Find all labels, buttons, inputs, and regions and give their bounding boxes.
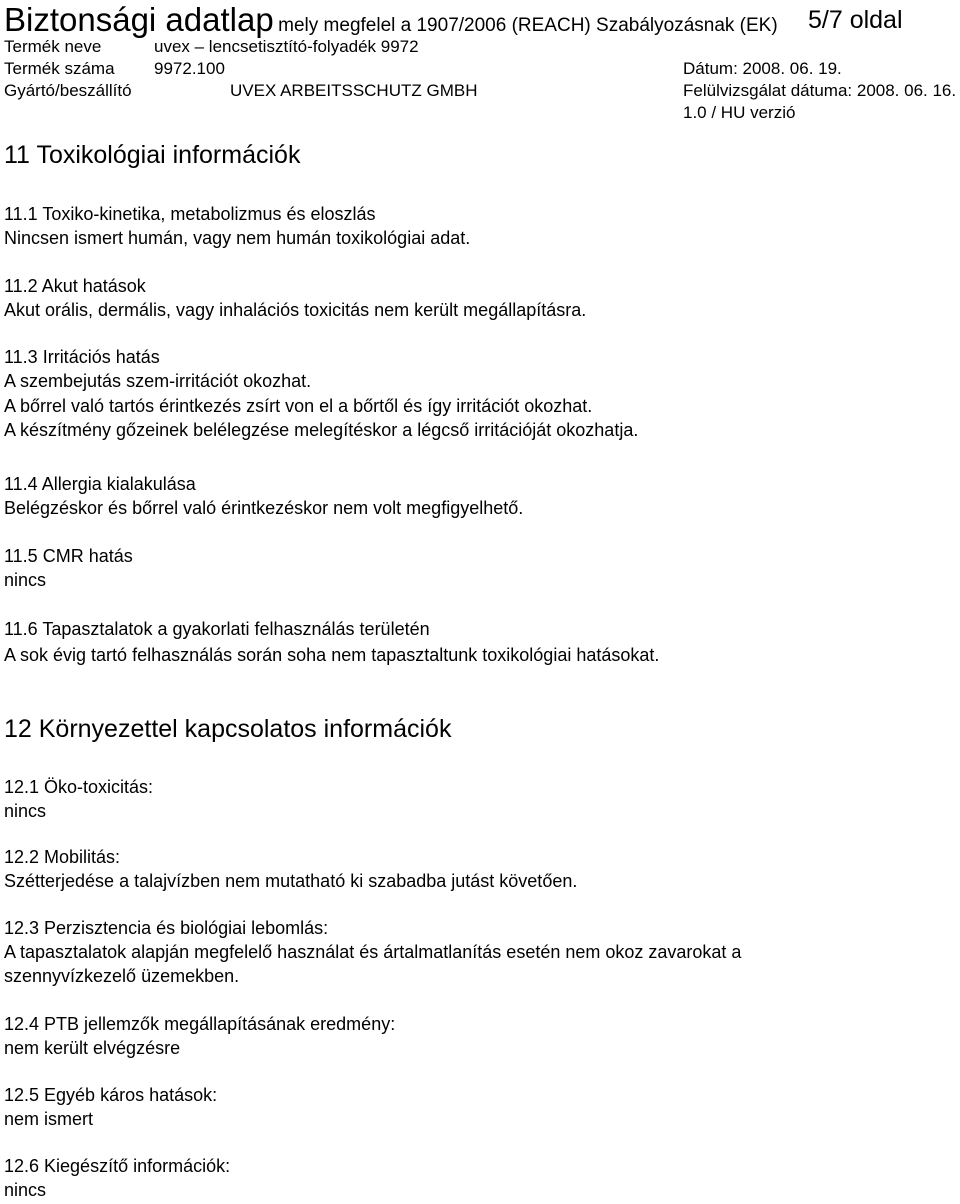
product-number: 9972.100	[154, 59, 225, 78]
subsection-11-6-title: 11.6 Tapasztalatok a gyakorlati felhasználás területén	[4, 619, 430, 639]
subsection-12-2-text: Szétterjedése a talajvízben nem mutatható ki szabadba jutást követően.	[4, 871, 578, 891]
subsection-11-4-text: Belégzéskor és bőrrel való érintkezéskor nem volt megfigyelhető.	[4, 498, 524, 518]
document-subtitle: mely megfelel a 1907/2006 (REACH) Szabályozásnak (EK)	[278, 15, 778, 36]
subsection-11-5-text: nincs	[4, 570, 47, 590]
issue-date: Dátum: 2008. 06. 19.	[683, 59, 842, 78]
subsection-11-2-text: Akut orális, dermális, vagy inhalációs toxicitás nem került megállapításra.	[4, 300, 587, 320]
subsection-12-3-line-1: A tapasztalatok alapján megfelelő használat és ártalmatlanítás esetén nem okoz zavarokat a	[4, 942, 742, 962]
document-title: Biztonsági adatlap	[4, 1, 274, 38]
manufacturer: UVEX ARBEITSSCHUTZ GMBH	[230, 81, 478, 100]
product-name-label: Termék neve	[4, 37, 102, 56]
subsection-11-3-line-1: A szembejutás szem-irritációt okozhat.	[4, 371, 312, 391]
section-11-heading: 11 Toxikológiai információk	[4, 141, 301, 169]
review-date: Felülvizsgálat dátuma: 2008. 06. 16.	[683, 81, 957, 100]
document-title-line	[4, 2, 778, 38]
subsection-12-6-title: 12.6 Kiegészítő információk:	[4, 1156, 231, 1176]
subsection-11-1-text: Nincsen ismert humán, vagy nem humán toxikológiai adat.	[4, 228, 471, 248]
section-12-heading: 12 Környezettel kapcsolatos információk	[4, 715, 452, 743]
subsection-11-5-title: 11.5 CMR hatás	[4, 546, 133, 566]
subsection-12-3-title: 12.3 Perzisztencia és biológiai lebomlás:	[4, 918, 329, 938]
subsection-11-6-text: A sok évig tartó felhasználás során soha nem tapasztaltunk toxikológiai hatásokat.	[4, 645, 660, 665]
subsection-12-1-title: 12.1 Öko-toxicitás:	[4, 777, 154, 797]
product-name: uvex – lencsetisztító-folyadék 9972	[154, 37, 419, 56]
subsection-12-2-title: 12.2 Mobilitás:	[4, 847, 121, 867]
subsection-11-3-title: 11.3 Irritációs hatás	[4, 347, 160, 367]
subsection-11-3-line-2: A bőrrel való tartós érintkezés zsírt von el a bőrtől és így irritációt okozhat.	[4, 396, 593, 416]
subsection-11-1-title: 11.1 Toxiko-kinetika, metabolizmus és eloszlás	[4, 204, 376, 224]
subsection-12-3-line-2: szennyvízkezelő üzemekben.	[4, 966, 240, 986]
subsection-12-5-title: 12.5 Egyéb káros hatások:	[4, 1085, 218, 1105]
product-number-label: Termék száma	[4, 59, 115, 78]
page-number: 5/7 oldal	[808, 6, 903, 34]
subsection-11-4-title: 11.4 Allergia kialakulása	[4, 474, 196, 494]
subsection-11-3-line-3: A készítmény gőzeinek belélegzése melegítéskor a légcső irritációját okozhatja.	[4, 420, 639, 440]
manufacturer-label: Gyártó/beszállító	[4, 81, 132, 100]
subsection-12-1-text: nincs	[4, 801, 47, 821]
subsection-12-6-text: nincs	[4, 1180, 47, 1200]
subsection-12-4-text: nem került elvégzésre	[4, 1038, 181, 1058]
subsection-11-2-title: 11.2 Akut hatások	[4, 276, 146, 296]
subsection-12-5-text: nem ismert	[4, 1109, 94, 1129]
version: 1.0 / HU verzió	[683, 103, 796, 122]
subsection-12-4-title: 12.4 PTB jellemzők megállapításának eredmény:	[4, 1014, 396, 1034]
